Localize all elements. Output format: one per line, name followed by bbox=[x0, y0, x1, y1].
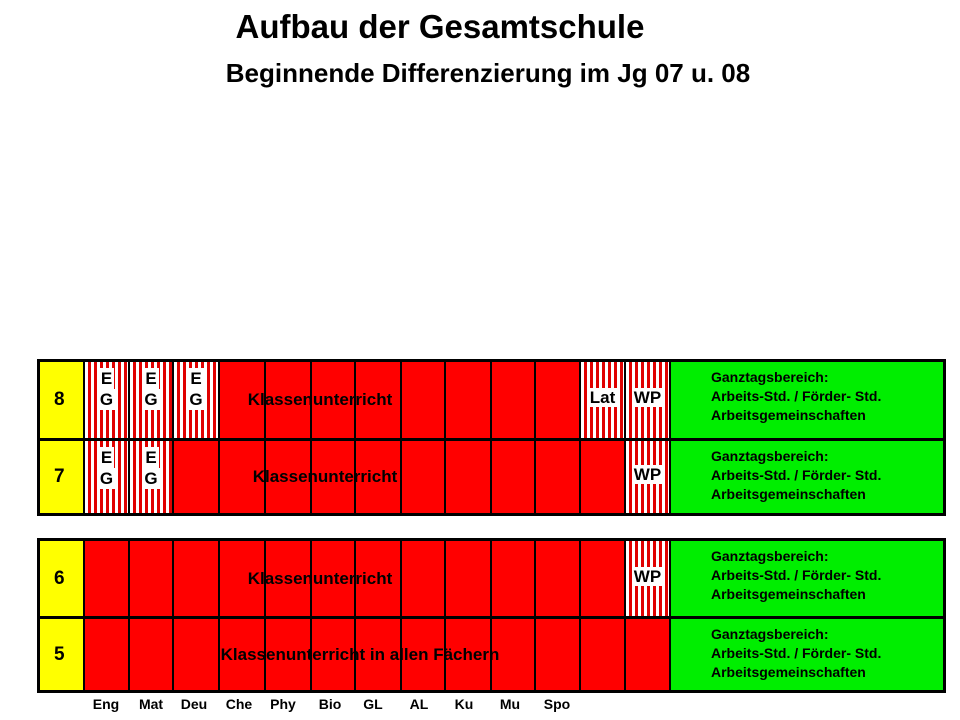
class-cell bbox=[492, 441, 536, 513]
class-cell bbox=[266, 541, 312, 616]
all-day-groups: Arbeitsgemeinschaften bbox=[711, 407, 866, 423]
grade-number: 7 bbox=[54, 466, 65, 487]
subject-labels bbox=[0, 696, 960, 718]
class-cell bbox=[446, 362, 492, 438]
eg-cell bbox=[85, 362, 130, 438]
class-cell bbox=[581, 541, 626, 616]
row-label: Klassenunterricht bbox=[252, 467, 398, 486]
row-label: Klassenunterricht bbox=[247, 390, 393, 409]
class-cell bbox=[626, 619, 671, 690]
class-cell bbox=[402, 619, 446, 690]
eg-label-g: G bbox=[144, 390, 158, 409]
eg-label-e: E bbox=[100, 369, 113, 388]
eg-cell bbox=[130, 441, 174, 513]
class-cell bbox=[85, 619, 130, 690]
class-cell bbox=[581, 441, 626, 513]
subject-label: AL bbox=[409, 696, 429, 712]
grade-cell bbox=[40, 619, 85, 690]
wp-cell bbox=[626, 441, 671, 513]
wp-label: WP bbox=[633, 388, 662, 407]
eg-label-g: G bbox=[99, 469, 114, 488]
class-cell bbox=[85, 541, 130, 616]
class-cell bbox=[220, 441, 266, 513]
grade-number: 5 bbox=[54, 643, 65, 665]
grade-row-5 bbox=[40, 616, 943, 690]
all-day-hours: Arbeits-Std. / Förder- Std. bbox=[711, 467, 882, 483]
subject-label: Mu bbox=[499, 696, 521, 712]
eg-label-g: G bbox=[189, 390, 203, 409]
class-cell bbox=[492, 619, 536, 690]
all-day-hours: Arbeits-Std. / Förder- Std. bbox=[711, 567, 882, 583]
all-day-hours: Arbeits-Std. / Förder- Std. bbox=[711, 645, 882, 661]
all-day-cell bbox=[671, 441, 943, 513]
class-cell bbox=[356, 441, 402, 513]
all-day-heading: Ganztagsbereich: bbox=[711, 448, 829, 464]
class-cell bbox=[536, 619, 581, 690]
class-cell bbox=[446, 441, 492, 513]
grade-cell bbox=[40, 362, 85, 438]
grades-5-6-block bbox=[37, 538, 946, 693]
class-cell bbox=[402, 362, 446, 438]
eg-cell bbox=[174, 362, 220, 438]
class-cell bbox=[446, 541, 492, 616]
all-day-groups: Arbeitsgemeinschaften bbox=[711, 486, 866, 502]
subject-label: Phy bbox=[270, 696, 296, 712]
page-title: Aufbau der Gesamtschule bbox=[235, 8, 645, 45]
class-cell bbox=[446, 619, 492, 690]
wp-cell bbox=[626, 362, 671, 438]
all-day-cell bbox=[671, 619, 943, 690]
class-cell bbox=[130, 541, 174, 616]
page-subtitle: Beginnende Differenzierung im Jg 07 u. 08 bbox=[225, 58, 751, 88]
eg-label-g: G bbox=[99, 390, 114, 409]
all-day-heading: Ganztagsbereich: bbox=[711, 548, 829, 564]
all-day-hours: Arbeits-Std. / Förder- Std. bbox=[711, 388, 882, 404]
grade-number: 6 bbox=[54, 567, 65, 589]
class-cell bbox=[174, 619, 220, 690]
class-cell bbox=[266, 362, 312, 438]
class-cell bbox=[220, 362, 266, 438]
grade-row-7 bbox=[40, 438, 943, 513]
class-cell bbox=[220, 619, 266, 690]
class-cell bbox=[266, 619, 312, 690]
subject-label: Deu bbox=[180, 696, 208, 712]
wp-cell bbox=[626, 541, 671, 616]
wp-label: WP bbox=[633, 465, 662, 484]
subject-label: Bio bbox=[318, 696, 342, 712]
class-cell bbox=[312, 441, 356, 513]
eg-label-e: E bbox=[145, 369, 157, 388]
lat-cell bbox=[581, 362, 626, 438]
class-cell bbox=[402, 541, 446, 616]
subject-label: Eng bbox=[92, 696, 120, 712]
class-cell bbox=[402, 441, 446, 513]
row-label: Klassenunterricht in allen Fächern bbox=[220, 644, 500, 664]
grade-cell bbox=[40, 541, 85, 616]
eg-label-e: E bbox=[100, 448, 113, 467]
class-cell bbox=[220, 541, 266, 616]
class-cell bbox=[356, 362, 402, 438]
class-cell bbox=[312, 619, 356, 690]
class-cell bbox=[266, 441, 312, 513]
eg-label-g: G bbox=[144, 469, 158, 488]
class-cell bbox=[356, 619, 402, 690]
class-cell bbox=[536, 541, 581, 616]
class-cell bbox=[174, 541, 220, 616]
class-cell bbox=[492, 362, 536, 438]
all-day-groups: Arbeitsgemeinschaften bbox=[711, 664, 866, 680]
grade-cell bbox=[40, 441, 85, 513]
eg-label-e: E bbox=[190, 369, 202, 388]
subject-label: GL bbox=[363, 696, 383, 712]
lat-label: Lat bbox=[589, 388, 616, 407]
all-day-cell bbox=[671, 541, 943, 616]
subject-label: Che bbox=[225, 696, 253, 712]
all-day-cell bbox=[671, 362, 943, 438]
grade-number: 8 bbox=[54, 389, 65, 410]
eg-cell bbox=[130, 362, 174, 438]
grade-row-8 bbox=[40, 362, 943, 438]
class-cell bbox=[312, 541, 356, 616]
all-day-heading: Ganztagsbereich: bbox=[711, 626, 829, 642]
class-cell bbox=[356, 541, 402, 616]
subject-label: Ku bbox=[454, 696, 474, 712]
wp-label: WP bbox=[633, 566, 662, 586]
eg-label-e: E bbox=[145, 448, 157, 467]
class-cell bbox=[536, 362, 581, 438]
class-cell bbox=[536, 441, 581, 513]
class-cell bbox=[174, 441, 220, 513]
class-cell bbox=[492, 541, 536, 616]
grade-row-6 bbox=[40, 541, 943, 616]
all-day-groups: Arbeitsgemeinschaften bbox=[711, 586, 866, 602]
class-cell bbox=[130, 619, 174, 690]
subject-label: Mat bbox=[138, 696, 164, 712]
subject-label: Spo bbox=[543, 696, 571, 712]
class-cell bbox=[312, 362, 356, 438]
eg-cell bbox=[85, 441, 130, 513]
all-day-heading: Ganztagsbereich: bbox=[711, 369, 829, 385]
class-cell bbox=[581, 619, 626, 690]
row-label: Klassenunterricht bbox=[247, 568, 393, 588]
grades-7-8-block bbox=[37, 359, 946, 516]
